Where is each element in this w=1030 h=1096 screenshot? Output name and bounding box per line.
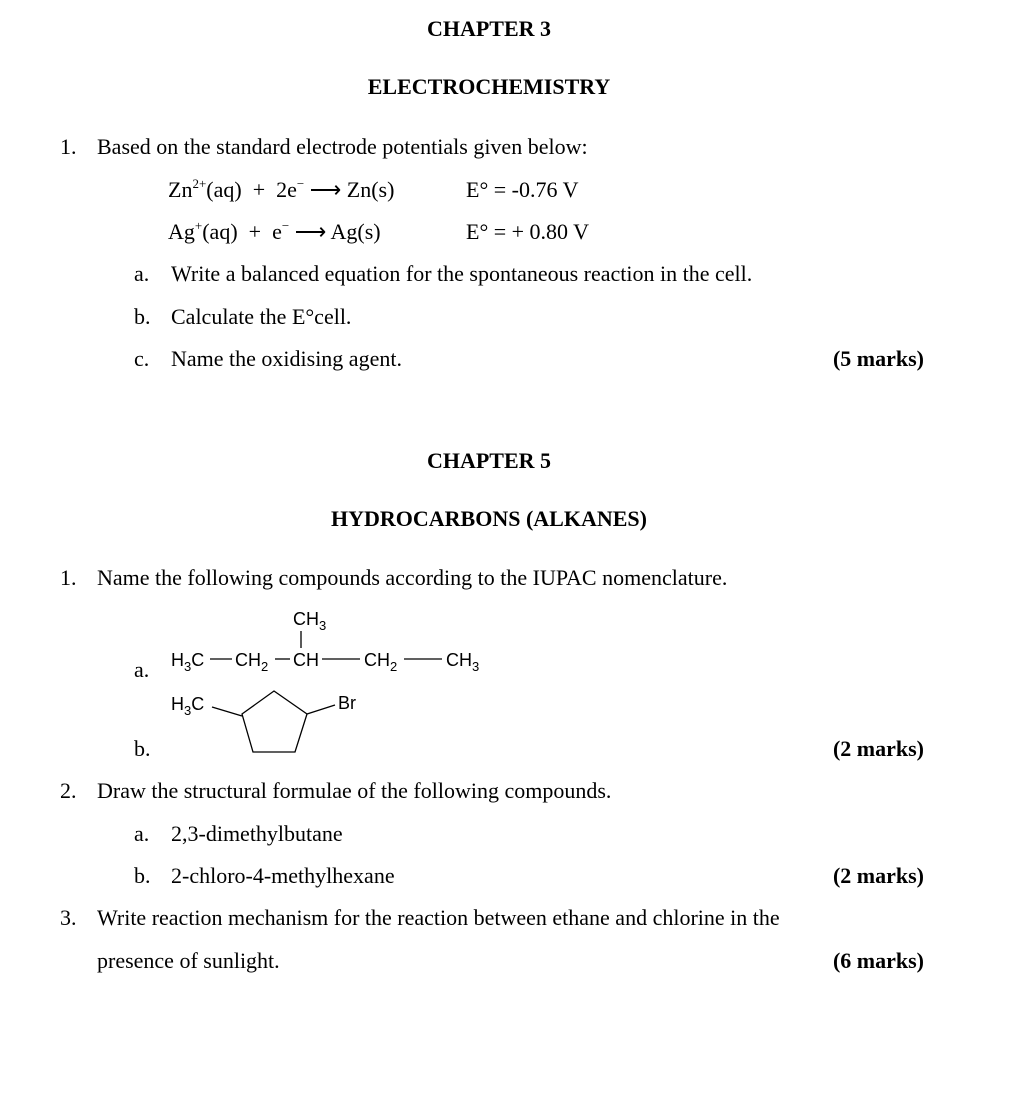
ch3-q1-part-a-label: a. bbox=[134, 261, 150, 286]
equation-silver bbox=[168, 218, 381, 244]
structure-b-cyclopentane bbox=[160, 684, 380, 759]
struct-b-bromo-bond bbox=[307, 705, 335, 714]
eq2-arrow: ⟶ bbox=[294, 219, 327, 244]
ch5-q2-number: 2. bbox=[60, 778, 77, 803]
eq2-state: (aq) bbox=[202, 219, 238, 244]
struct-a-ch2-first: $CH_2$ bbox=[235, 650, 269, 674]
chapter5-subject: HYDROCARBONS (ALKANES) bbox=[331, 506, 647, 531]
struct-a-ch2-second: $CH_2$ bbox=[364, 650, 398, 674]
ch3-q1-part-c-label: c. bbox=[134, 346, 150, 371]
ch5-q2-part-a-text: 2,3-dimethylbutane bbox=[171, 821, 343, 846]
chapter3-subject: ELECTROCHEMISTRY bbox=[367, 74, 611, 99]
equation-zinc bbox=[168, 176, 395, 202]
struct-a-end-methyl: $CH_3$ bbox=[446, 650, 480, 674]
ch3-q1-part-a-text: Write a balanced equation for the spontaneous reaction in the cell. bbox=[171, 261, 753, 286]
struct-b-methyl-bond bbox=[212, 707, 242, 716]
ch5-q2-part-b-label: b. bbox=[134, 863, 151, 888]
ch5-q1-number: 1. bbox=[60, 565, 77, 590]
ch3-q1-part-c-text: Name the oxidising agent. bbox=[171, 346, 402, 371]
struct-b-ring bbox=[242, 691, 307, 752]
chapter5-heading: CHAPTER 5 bbox=[426, 448, 552, 473]
eq1-plus: + bbox=[252, 177, 266, 202]
struct-a-ch: CH bbox=[293, 650, 319, 670]
ch5-q2-marks: (2 marks) bbox=[832, 863, 924, 888]
ch3-q1-part-b-text: Calculate the E°cell. bbox=[171, 304, 352, 329]
struct-a-h3c: $H_3C$ bbox=[171, 650, 205, 674]
eq1-state: (aq) bbox=[206, 177, 242, 202]
ch5-q1-part-b-label: b. bbox=[134, 736, 151, 761]
ch5-q1-part-a-label: a. bbox=[134, 657, 150, 682]
ch5-q3-text-line2: presence of sunlight. bbox=[97, 948, 280, 973]
ch5-q3-marks: (6 marks) bbox=[832, 948, 924, 973]
ch5-q3-number: 3. bbox=[60, 905, 77, 930]
struct-b-h3c: $H_3C$ bbox=[171, 694, 205, 718]
eq1-potential: E° = -0.76 V bbox=[466, 177, 579, 202]
chapter3-heading: CHAPTER 3 bbox=[426, 16, 552, 41]
eq1-product: Zn(s) bbox=[346, 177, 395, 202]
ch3-q1-number: 1. bbox=[60, 134, 77, 159]
ch3-q1-marks: (5 marks) bbox=[832, 346, 924, 371]
eq2-potential: E° = + 0.80 V bbox=[466, 219, 590, 244]
eq2-electrons: e bbox=[272, 219, 282, 244]
ch3-q1-part-b-label: b. bbox=[134, 304, 151, 329]
ch3-q1-text: Based on the standard electrode potentials given below: bbox=[97, 134, 588, 159]
struct-b-br: Br bbox=[338, 693, 356, 713]
eq2-ion-charge: + bbox=[194, 218, 203, 233]
struct-a-top-methyl: $CH_3$ bbox=[293, 609, 327, 633]
ch5-q1-text: Name the following compounds according to the IUPAC nomenclature. bbox=[97, 565, 728, 590]
eq1-arrow: ⟶ bbox=[309, 177, 342, 202]
ch5-q2-part-b-text: 2-chloro-4-methylhexane bbox=[171, 863, 395, 888]
eq2-electron-charge: − bbox=[281, 218, 290, 233]
eq1-electrons: 2e bbox=[276, 177, 297, 202]
structure-a-branched-alkane bbox=[160, 600, 500, 680]
ch5-q1-marks: (2 marks) bbox=[832, 736, 924, 761]
ch5-q3-text-line1: Write reaction mechanism for the reaction between ethane and chlorine in the bbox=[97, 905, 780, 930]
ch5-q2-text: Draw the structural formulae of the following compounds. bbox=[97, 778, 612, 803]
eq1-ion: Zn bbox=[168, 177, 193, 202]
eq1-ion-charge: 2+ bbox=[192, 176, 207, 191]
ch5-q2-part-a-label: a. bbox=[134, 821, 150, 846]
eq2-plus: + bbox=[248, 219, 262, 244]
eq2-product: Ag(s) bbox=[330, 219, 381, 244]
eq1-electron-charge: − bbox=[296, 176, 305, 191]
eq2-ion: Ag bbox=[168, 219, 195, 244]
